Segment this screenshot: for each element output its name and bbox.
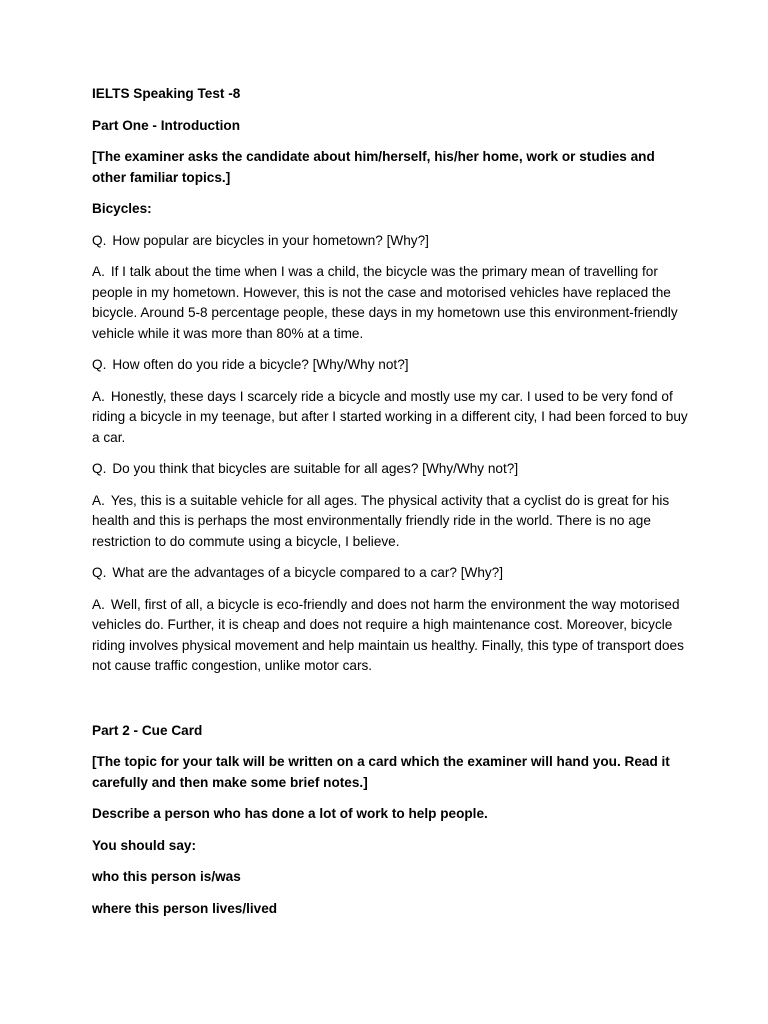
question-prefix: Q. (92, 461, 107, 476)
answer-text: Honestly, these days I scarcely ride a bicycle and mostly use my car. I used to be very fond of riding a bicycle in my teenage, but after I started working in a different city, I had been forced to buy a car. (92, 388, 688, 445)
answer-text: Yes, this is a suitable vehicle for all ages. The physical activity that a cyclist do is great for his health and this is perhaps the most environmentally friendly ride in the world. There is no age restriction to do commute using a bicycle, I believe. (92, 492, 670, 549)
question-text: How popular are bicycles in your hometown? [Why?] (112, 232, 429, 248)
question-text: How often do you ride a bicycle? [Why/Why not?] (112, 357, 409, 372)
question-1 (92, 231, 692, 252)
answer-text: Well, first of all, a bicycle is eco-friendly and does not harm the environment the way motorised vehicles do. Further, it is cheap and does not require a high maintenance cost. Moreover, bicycle riding involves physical movement and help maintain us healthy. Finally, this type of transport does not cause traffic congestion, unlike motor cars. (92, 596, 684, 673)
cue-point-2: where this person lives/lived (92, 900, 278, 916)
question-3 (92, 459, 692, 480)
answer-prefix: A. (92, 596, 105, 612)
answer-4 (92, 595, 692, 677)
answer-text: If I talk about the time when I was a child, the bicycle was the primary mean of travelling for people in my hometown. However, this is not the case and motorised vehicles have replaced the bicycle. Around 5-8 percentage people, these days in my hometown use this environment-friendly vehicle while it was more than 80% at a time. (92, 264, 678, 341)
part2-heading: Part 2 - Cue Card (92, 722, 203, 738)
question-text: Do you think that bicycles are suitable for all ages? [Why/Why not?] (112, 461, 519, 476)
part1-instruction: [The examiner asks the candidate about him/herself, his/her home, work or studies and other familiar topics.] (92, 149, 655, 185)
answer-prefix: A. (92, 264, 105, 279)
part1-topic: Bicycles: (92, 201, 152, 216)
question-2 (92, 355, 692, 376)
part2-instruction: [The topic for your talk will be written on a card which the examiner will hand you. Read it carefully and then make some brief notes.] (92, 754, 670, 790)
part1-heading: Part One - Introduction (92, 117, 241, 133)
question-prefix: Q. (92, 232, 107, 248)
answer-3 (92, 491, 692, 553)
answer-1 (92, 262, 692, 344)
answer-prefix: A. (92, 492, 105, 508)
question-prefix: Q. (92, 565, 107, 580)
question-4 (92, 563, 692, 584)
should-say-label: You should say: (92, 837, 196, 853)
cue-card-prompt: Describe a person who has done a lot of work to help people. (92, 806, 488, 821)
document-title: IELTS Speaking Test -8 (92, 86, 241, 101)
document-page (92, 84, 692, 930)
cue-point-1: who this person is/was (92, 869, 241, 884)
question-prefix: Q. (92, 357, 107, 372)
question-text: What are the advantages of a bicycle compared to a car? [Why?] (112, 565, 504, 580)
answer-prefix: A. (92, 388, 105, 404)
answer-2 (92, 387, 692, 449)
